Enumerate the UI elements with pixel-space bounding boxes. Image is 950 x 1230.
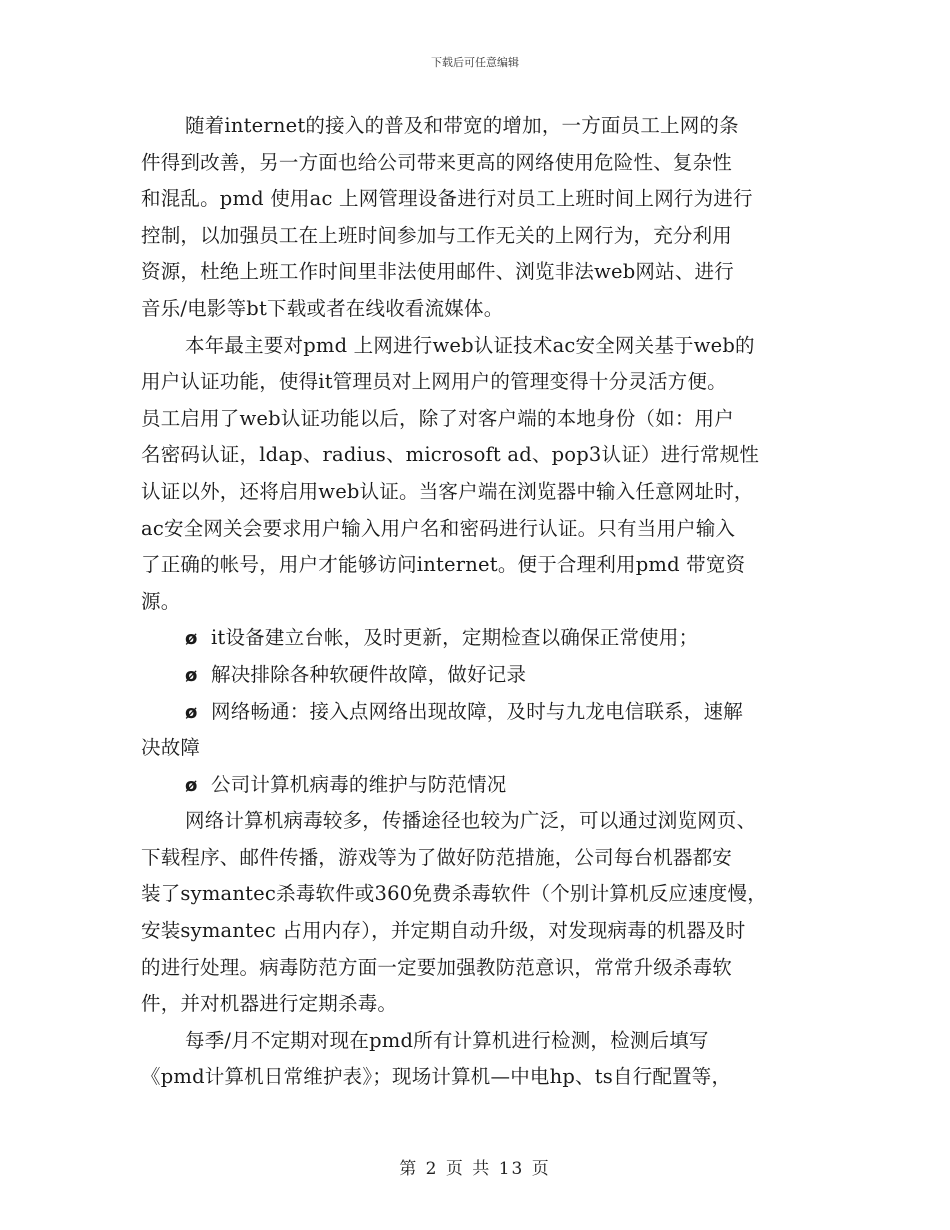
paragraph-line: 件，并对机器进行定期杀毒。 bbox=[141, 992, 398, 1016]
bullet-item bbox=[141, 620, 813, 657]
page-footer: 第 2 页 共 13 页 bbox=[399, 1159, 551, 1179]
paragraph-line: 资源，杜绝上班工作时间里非法使用邮件、浏览非法web网站、进行 bbox=[141, 260, 734, 284]
bullet-icon: ø bbox=[185, 664, 198, 686]
bullet-item bbox=[141, 767, 813, 804]
paragraph-line: 音乐/电影等bt下载或者在线收看流媒体。 bbox=[141, 296, 504, 320]
paragraph-line: 的进行处理。病毒防范方面一定要加强教防范意识，常常升级杀毒软 bbox=[141, 955, 733, 979]
paragraph-line: 用户认证功能，使得it管理员对上网用户的管理变得十分灵活方便。 bbox=[141, 370, 727, 394]
bullet-icon: ø bbox=[185, 774, 198, 796]
paragraph-line: 员工启用了web认证功能以后，除了对客户端的本地身份（如：用户 bbox=[141, 406, 734, 430]
paragraph-line: 安装symantec 占用内存），并定期自动升级，对发现病毒的机器及时 bbox=[141, 919, 746, 943]
paragraph-line: 随着internet的接入的普及和带宽的增加，一方面员工上网的条 bbox=[185, 114, 739, 137]
paragraph-line: 了正确的帐号，用户才能够访问internet。便于合理利用pmd 带宽资 bbox=[141, 553, 746, 577]
paragraph-line: 决故障 bbox=[141, 736, 201, 760]
paragraph-line: 每季/月不定期对现在pmd所有计算机进行检测，检测后填写 bbox=[185, 1028, 709, 1052]
document-body bbox=[141, 108, 813, 1096]
bullet-item bbox=[141, 694, 813, 731]
paragraph-line: 和混乱。pmd 使用ac 上网管理设备进行对员工上班时间上网行为进行 bbox=[141, 187, 753, 211]
bullet-text: 公司计算机病毒的维护与防范情况 bbox=[211, 772, 507, 796]
page-header: 下载后可任意编辑 bbox=[431, 56, 519, 69]
bullet-text: 网络畅通：接入点网络出现故障，及时与九龙电信联系，速解 bbox=[211, 699, 743, 723]
paragraph-line: 《pmd计算机日常维护表》；现场计算机—中电hp、ts自行配置等， bbox=[141, 1065, 732, 1089]
bullet-text: it设备建立台帐，及时更新，定期检查以确保正常使用； bbox=[211, 626, 699, 650]
paragraph-line: 件得到改善，另一方面也给公司带来更高的网络使用危险性、复杂性 bbox=[141, 150, 733, 174]
paragraph-line: 认证以外，还将启用web认证。当客户端在浏览器中输入任意网址时， bbox=[141, 479, 754, 503]
bullet-icon: ø bbox=[185, 628, 198, 650]
bullet-item bbox=[141, 657, 813, 694]
paragraph-line: 装了symantec杀毒软件或360免费杀毒软件（个别计算机反应速度慢， bbox=[141, 882, 767, 906]
bullet-text: 解决排除各种软硬件故障，做好记录 bbox=[211, 662, 527, 686]
paragraph-line: 源。 bbox=[141, 589, 181, 613]
paragraph-line: 控制，以加强员工在上班时间参加与工作无关的上网行为，充分利用 bbox=[141, 223, 733, 247]
paragraph-line: 本年最主要对pmd 上网进行web认证技术ac安全网关基于web的 bbox=[185, 333, 755, 357]
paragraph-line: 网络计算机病毒较多，传播途径也较为广泛，可以通过浏览网页、 bbox=[185, 809, 757, 833]
paragraph-line: 下载程序、邮件传播，游戏等为了做好防范措施，公司每台机器都安 bbox=[141, 845, 733, 869]
paragraph-line: 名密码认证，ldap、radius、microsoft ad、pop3认证）进行常规性 bbox=[141, 443, 760, 467]
bullet-icon: ø bbox=[185, 701, 198, 723]
paragraph-line: ac安全网关会要求用户输入用户名和密码进行认证。只有当用户输入 bbox=[141, 516, 736, 540]
